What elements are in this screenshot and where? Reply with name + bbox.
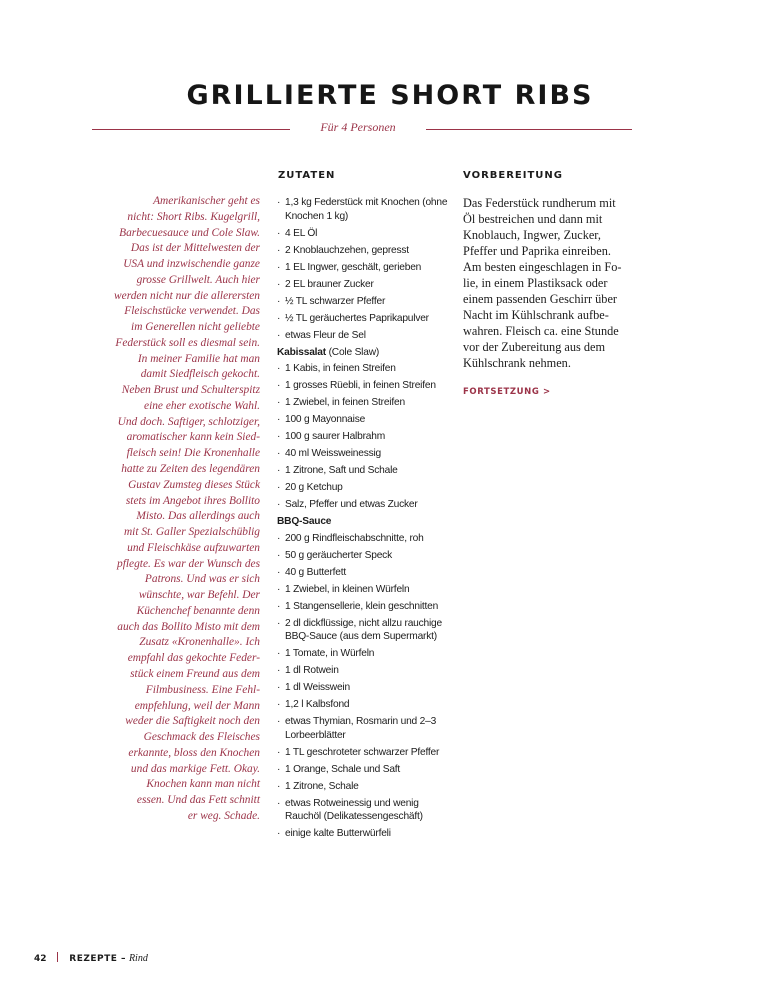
servings-rule-left xyxy=(92,129,290,130)
ingredient-item: · 1 grosses Rüebli, in feinen Streifen xyxy=(277,379,457,393)
intro-line: fleisch sein! Die Kronenhalle xyxy=(126,447,260,460)
ingredient-item: · 1 Zwiebel, in kleinen Würfeln xyxy=(277,583,457,597)
intro-line: mit St. Galler Spezialschüblig xyxy=(123,526,260,539)
slaw-heading-note: (Cole Slaw) xyxy=(328,346,380,358)
servings-line xyxy=(92,119,632,139)
recipe-title: GRILLIERTE SHORT RIBS xyxy=(186,80,594,111)
slaw-list xyxy=(277,362,457,512)
intro-line: Das ist der Mittelwesten der xyxy=(130,242,260,255)
intro-line: aromatischer kann kein Sied- xyxy=(126,431,260,444)
preparation-line: Knoblauch, Ingwer, Zucker, xyxy=(463,228,601,243)
ingredient-item: · 1,2 l Kalbsfond xyxy=(277,698,457,712)
intro-line: essen. Und das Fett schnitt xyxy=(136,794,260,807)
intro-line: damit Siedfleisch gekocht. xyxy=(140,368,260,381)
continue-link[interactable]: FORTSETZUNG > xyxy=(463,387,551,397)
ingredient-item: · 50 g geräucherter Speck xyxy=(277,549,457,563)
intro-line: auch das Bollito Misto mit dem xyxy=(117,620,260,633)
ingredient-item: · 4 EL Öl xyxy=(277,227,457,241)
servings-rule-right xyxy=(426,129,632,130)
ingredients-heading: ZUTATEN xyxy=(278,170,336,181)
intro-line: und das markige Fett. Okay. xyxy=(130,762,260,775)
intro-line: Knochen kann man nicht xyxy=(146,778,260,791)
preparation-line: Pfeffer und Paprika einreiben. xyxy=(463,244,611,259)
intro-line: Küchenchef benannte denn xyxy=(136,604,260,617)
intro-line: wünschte, war Befehl. Der xyxy=(138,589,260,602)
preparation-line: wahren. Fleisch ca. eine Stunde xyxy=(463,324,619,339)
preparation-line: einem passenden Geschirr über xyxy=(463,292,617,307)
intro-line: nicht: Short Ribs. Kugelgrill, xyxy=(127,210,260,223)
ingredient-item: · 1 Zitrone, Saft und Schale xyxy=(277,464,457,478)
ingredient-item: · 40 g Butterfett xyxy=(277,566,457,580)
intro-line: Amerikanischer geht es xyxy=(153,195,260,207)
ingredients-main-list xyxy=(277,196,457,342)
intro-line: Geschmack des Fleisches xyxy=(143,731,260,744)
intro-line: Neben Brust und Schulterspitz xyxy=(121,384,260,397)
ingredient-item: · 1,3 kg Federstück mit Knochen (ohne Knochen 1 kg) xyxy=(277,196,457,223)
ingredient-item: · 1 TL geschroteter schwarzer Pfeffer xyxy=(277,746,457,760)
ingredient-item: · 2 dl dickflüssige, nicht allzu rauchige BBQ-Sauce (aus dem Supermarkt) xyxy=(277,617,457,644)
intro-line: im Generellen nicht geliebte xyxy=(131,321,260,334)
intro-line: Gustav Zumsteg dieses Stück xyxy=(128,478,260,491)
preparation-line: Das Federstück rundherum mit xyxy=(463,196,616,210)
preparation-text xyxy=(463,195,638,372)
intro-line: USA und inzwischendie ganze xyxy=(123,258,260,271)
intro-line: und Fleischkäse aufzuwarten xyxy=(127,541,260,554)
intro-line: werden nicht nur die allerersten xyxy=(114,289,260,302)
ingredient-item: · 1 dl Weisswein xyxy=(277,681,457,695)
ingredient-item: · etwas Fleur de Sel xyxy=(277,329,457,343)
ingredient-item: · ½ TL geräuchertes Paprikapulver xyxy=(277,312,457,326)
preparation-heading: VORBEREITUNG xyxy=(463,170,563,181)
ingredient-item: · 1 EL Ingwer, geschält, gerieben xyxy=(277,261,457,275)
page-footer xyxy=(34,952,148,964)
preparation-line: Nacht im Kühlschrank aufbe- xyxy=(463,308,609,323)
ingredient-item: · etwas Thymian, Rosmarin und 2–3 Lorbeerblätter xyxy=(277,715,457,742)
preparation-line: Am besten eingeschlagen in Fo- xyxy=(463,260,622,275)
bbq-list xyxy=(277,532,457,841)
intro-text xyxy=(92,194,260,825)
ingredient-item: · 1 Zitrone, Schale xyxy=(277,780,457,794)
ingredient-item: · 2 Knoblauchzehen, gepresst xyxy=(277,244,457,258)
intro-line: Fleischstücke verwendet. Das xyxy=(124,305,260,318)
footer-section: REZEPTE – xyxy=(69,954,127,964)
intro-line: grosse Grillwelt. Auch hier xyxy=(136,273,260,286)
intro-line: empfahl das gekochte Feder- xyxy=(127,652,260,665)
intro-line: In meiner Familie hat man xyxy=(137,352,260,365)
intro-line: Zusatz «Kronenhalle». Ich xyxy=(139,636,260,649)
ingredient-item: · 1 Stangensellerie, klein geschnitten xyxy=(277,600,457,614)
preparation-line: lie, in einem Plastiksack oder xyxy=(463,276,608,291)
footer-category: Rind xyxy=(128,953,148,964)
ingredient-item: · 1 Orange, Schale und Saft xyxy=(277,763,457,777)
intro-line: empfehlung, weil der Mann xyxy=(134,699,260,712)
ingredient-item: · etwas Rotweinessig und wenig Rauchöl (Delikatessengeschäft) xyxy=(277,797,457,824)
ingredient-item: · 40 ml Weissweinessig xyxy=(277,447,457,461)
ingredient-item: · 1 dl Rotwein xyxy=(277,664,457,678)
footer-divider xyxy=(57,952,58,962)
servings-label: Für 4 Personen xyxy=(320,120,396,134)
intro-line: Misto. Das allerdings auch xyxy=(136,510,260,523)
intro-line: eine eher exotische Wahl. xyxy=(144,399,260,412)
preparation-line: vor der Zubereitung aus dem xyxy=(463,340,606,355)
ingredient-item: · 100 g Mayonnaise xyxy=(277,413,457,427)
intro-line: Patrons. Und was er sich xyxy=(144,573,260,586)
ingredient-item: · einige kalte Butterwürfeli xyxy=(277,827,457,841)
ingredient-item: · 2 EL brauner Zucker xyxy=(277,278,457,292)
ingredients-column xyxy=(277,196,457,844)
ingredient-item: · 1 Tomate, in Würfeln xyxy=(277,647,457,661)
slaw-heading-label: Kabissalat xyxy=(277,346,326,358)
intro-line: Barbecuesauce und Cole Slaw. xyxy=(119,226,260,239)
ingredient-item: · 100 g saurer Halbrahm xyxy=(277,430,457,444)
intro-line: Federstück soll es diesmal sein. xyxy=(115,336,260,349)
intro-line: hatte zu Zeiten des legendären xyxy=(121,463,260,476)
intro-line: Und doch. Saftiger, schlotziger, xyxy=(117,415,260,428)
intro-line: erkannte, bloss den Knochen xyxy=(128,746,260,759)
ingredient-item: · 1 Zwiebel, in feinen Streifen xyxy=(277,396,457,410)
ingredient-item: · 200 g Rindfleischabschnitte, roh xyxy=(277,532,457,546)
ingredient-item: · 1 Kabis, in feinen Streifen xyxy=(277,362,457,376)
intro-line: pflegte. Es war der Wunsch des xyxy=(117,557,260,570)
ingredient-item: · 20 g Ketchup xyxy=(277,481,457,495)
ingredient-item: · ½ TL schwarzer Pfeffer xyxy=(277,295,457,309)
intro-line: er weg. Schade. xyxy=(187,809,260,822)
page-number: 42 xyxy=(34,954,47,964)
preparation-line: Öl bestreichen und dann mit xyxy=(463,212,603,227)
intro-line: weder die Saftigkeit noch den xyxy=(125,715,260,728)
ingredient-item: · Salz, Pfeffer und etwas Zucker xyxy=(277,498,457,512)
slaw-heading xyxy=(277,346,457,360)
bbq-heading: BBQ-Sauce xyxy=(277,516,332,527)
intro-line: Filmbusiness. Eine Fehl- xyxy=(145,683,260,696)
preparation-line: Kühlschrank nehmen. xyxy=(463,356,571,371)
intro-line: stück einem Freund aus dem xyxy=(130,667,260,680)
intro-line: stets im Angebot ihres Bollito xyxy=(125,494,260,507)
